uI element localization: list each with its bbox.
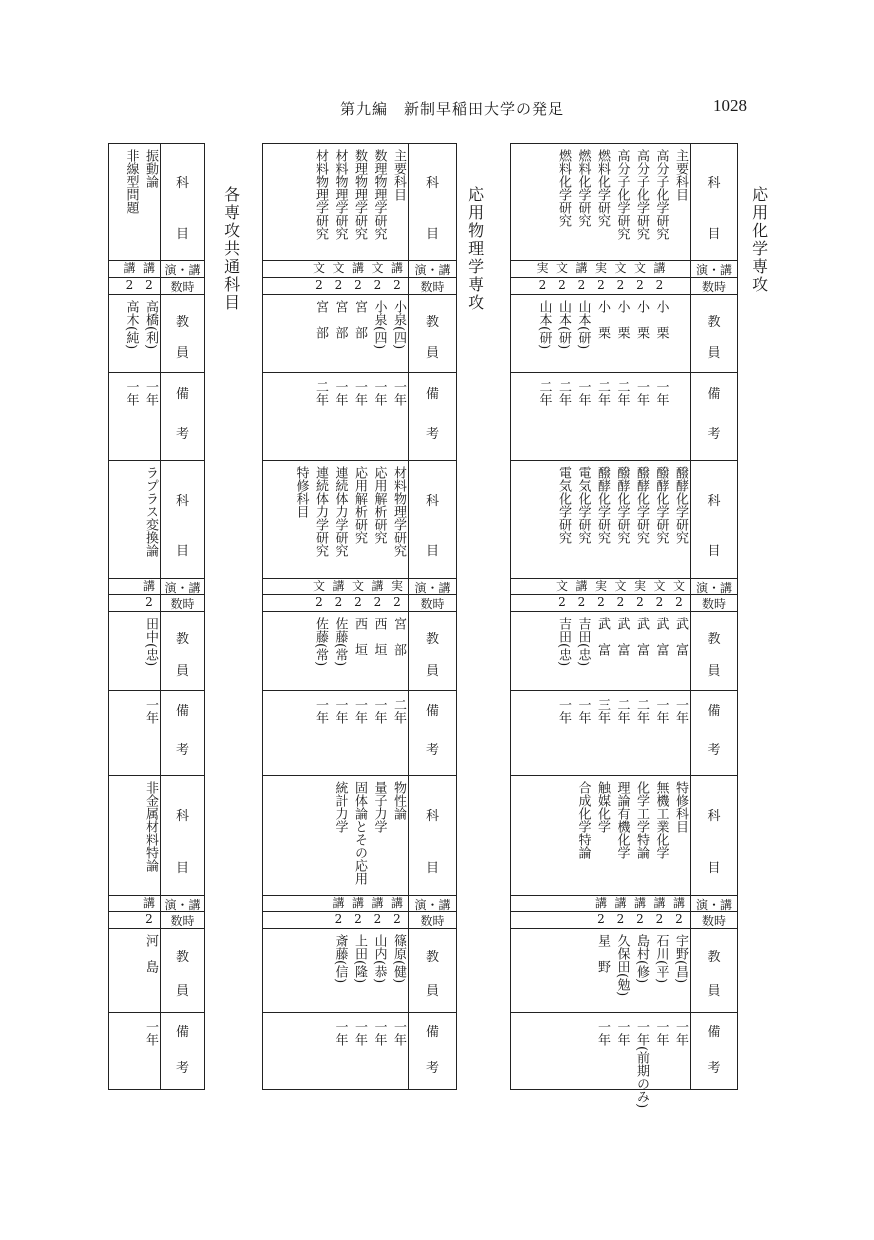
subject-cell: 無機工業化学 xyxy=(653,781,669,859)
note-cell: 二年 xyxy=(634,698,649,724)
section-title-applied-chemistry: 応用化学専攻 xyxy=(749,186,769,294)
subject-cell: 材料物理学研究 xyxy=(332,149,348,240)
subject-cell: 電気化学研究 xyxy=(556,466,571,544)
type-cell: 講 xyxy=(332,896,345,910)
row-divider xyxy=(262,1012,457,1013)
row-divider xyxy=(262,372,457,373)
teacher-cell: 宮 部 xyxy=(391,617,406,656)
hours-cell: 2 xyxy=(315,595,323,609)
hours-cell: 2 xyxy=(145,912,153,926)
header-label-type: 演・講 xyxy=(414,263,451,277)
note-cell: 一年 xyxy=(391,1020,406,1046)
header-label-teacher2: 員 xyxy=(707,984,721,1000)
subject-cell: 燃料化学研究 xyxy=(556,149,571,227)
teacher-cell: 宮 部 xyxy=(332,300,348,339)
teacher-cell: 田中(忠) xyxy=(143,617,158,667)
header-label-note: 備 xyxy=(707,386,721,402)
type-cell: 講 xyxy=(142,896,155,910)
header-label-note2: 考 xyxy=(425,427,439,443)
header-label-note: 備 xyxy=(175,1025,189,1041)
header-label-subject: 科 xyxy=(425,176,439,192)
teacher-cell: 山本(研) xyxy=(556,300,571,350)
header-label-type: 演・講 xyxy=(164,581,201,595)
header-label-subject: 科 xyxy=(707,809,721,824)
hours-cell: 2 xyxy=(354,278,362,292)
teacher-cell: 西 垣 xyxy=(371,617,387,656)
note-cell: 一年 xyxy=(352,1020,367,1046)
teacher-cell: 小泉(四) xyxy=(371,300,387,350)
type-cell: 文 xyxy=(332,261,345,275)
section-title-applied-physics: 応用物理学専攻 xyxy=(465,186,485,312)
teacher-cell: 宮 部 xyxy=(313,300,328,339)
note-cell: 一年 xyxy=(332,380,348,406)
subject-cell: 醱酵化学研究 xyxy=(614,466,630,544)
header-label-note: 備 xyxy=(175,386,189,402)
hours-cell: 2 xyxy=(636,595,644,609)
note-cell: 一年 xyxy=(673,698,688,724)
hours-cell: 2 xyxy=(373,278,382,292)
type-cell: 文 xyxy=(351,579,364,593)
header-label-hours: 数時 xyxy=(701,597,726,611)
header-label-note: 備 xyxy=(175,704,189,720)
header-label-note2: 考 xyxy=(425,1061,439,1077)
header-label-type: 演・講 xyxy=(164,898,201,912)
note-cell: 一年 xyxy=(575,698,591,724)
hours-cell: 2 xyxy=(125,278,134,292)
header-label-teacher2: 員 xyxy=(175,346,189,362)
row-divider xyxy=(510,690,738,691)
teacher-cell: 高木(純) xyxy=(123,300,139,350)
header-label-note: 備 xyxy=(425,1025,439,1041)
teacher-cell: 星 野 xyxy=(595,934,610,973)
band-divider xyxy=(262,775,457,776)
hours-cell: 2 xyxy=(616,278,625,292)
type-cell: 講 xyxy=(371,896,384,910)
note-cell: 一年 xyxy=(143,698,158,724)
note-cell: 一年 xyxy=(313,698,328,724)
teacher-cell: 武 富 xyxy=(595,617,610,656)
hours-cell: 2 xyxy=(655,912,664,926)
note-cell: 一年 xyxy=(371,1020,387,1046)
header-label-subject2: 目 xyxy=(175,226,189,242)
subject-cell: 量子力学 xyxy=(371,781,387,833)
teacher-cell: 山本(研) xyxy=(536,300,552,350)
page-number: 1028 xyxy=(713,96,747,115)
type-cell: 講 xyxy=(142,261,155,275)
row-divider xyxy=(262,690,457,691)
hours-cell: 2 xyxy=(315,278,323,292)
hours-cell: 2 xyxy=(558,595,566,609)
hours-cell: 2 xyxy=(597,595,605,609)
header-label-note: 備 xyxy=(425,386,439,402)
header-label-teacher2: 員 xyxy=(175,984,189,1000)
teacher-cell: 佐藤(常) xyxy=(313,617,328,667)
header-label-type: 演・講 xyxy=(695,898,732,912)
teacher-cell: 山内(恭) xyxy=(371,934,387,984)
subject-cell: 主要科目 xyxy=(673,149,688,214)
note-cell: 一年 xyxy=(123,380,139,406)
note-cell: 二年 xyxy=(614,698,630,724)
type-cell: 講 xyxy=(351,261,364,275)
type-cell: 講 xyxy=(371,579,384,593)
teacher-cell: 武 富 xyxy=(634,617,649,656)
header-label-hours: 数時 xyxy=(420,280,445,294)
subject-cell: 醱酵化学研究 xyxy=(653,466,669,544)
note-cell: 一年 xyxy=(595,1020,610,1046)
subject-cell: 物性論 xyxy=(391,781,406,820)
header-label-subject2: 目 xyxy=(175,544,189,560)
band-divider xyxy=(108,775,205,776)
teacher-cell: 高橋(利) xyxy=(143,300,158,350)
header-label-teacher: 教 xyxy=(175,632,189,648)
subject-cell: 主要科目 xyxy=(391,149,406,201)
type-cell: 講 xyxy=(332,579,345,593)
note-cell: 二年 xyxy=(313,380,328,406)
hours-cell: 2 xyxy=(393,912,401,926)
subject-cell: 電気化学研究 xyxy=(575,466,591,544)
header-label-teacher: 教 xyxy=(425,632,439,648)
header-label-subject: 科 xyxy=(175,176,189,192)
note-cell: 一年 xyxy=(352,380,367,406)
header-label-note2: 考 xyxy=(707,427,721,443)
teacher-cell: 小泉(四) xyxy=(391,300,406,350)
row-divider xyxy=(108,1012,205,1013)
type-cell: 講 xyxy=(142,579,155,593)
subject-cell: 特修科目 xyxy=(673,781,688,833)
type-cell: 実 xyxy=(594,579,607,593)
hours-cell: 2 xyxy=(334,595,343,609)
hours-cell: 2 xyxy=(393,278,401,292)
type-cell: 講 xyxy=(653,261,666,275)
teacher-cell: 吉田(忠) xyxy=(556,617,571,667)
note-cell: 一年 xyxy=(634,380,649,406)
row-divider xyxy=(108,372,205,373)
header-label-hours: 数時 xyxy=(420,597,445,611)
type-cell: 講 xyxy=(653,896,666,910)
row-divider xyxy=(510,1012,738,1013)
band-divider xyxy=(510,775,738,776)
hours-cell: 2 xyxy=(616,595,625,609)
hours-cell: 2 xyxy=(354,595,362,609)
subject-cell: 非金属材料特論 xyxy=(143,781,158,872)
note-cell: 一年 xyxy=(352,698,367,724)
subject-cell: 統計力学 xyxy=(332,781,348,833)
header-label-hours: 数時 xyxy=(701,280,726,294)
header-label-hours: 数時 xyxy=(420,914,445,928)
subject-cell: 数理物理学研究 xyxy=(371,149,387,240)
header-label-hours: 数時 xyxy=(170,914,195,928)
hours-cell: 2 xyxy=(616,912,625,926)
header-label-type: 演・講 xyxy=(414,898,451,912)
hours-cell: 2 xyxy=(558,278,566,292)
header-label-teacher2: 員 xyxy=(425,984,439,1000)
header-label-subject: 科 xyxy=(175,809,189,824)
note-cell: 一年 xyxy=(371,380,387,406)
note-cell: 一年 xyxy=(143,1020,158,1046)
hours-cell: 2 xyxy=(354,912,362,926)
hours-cell: 2 xyxy=(145,595,153,609)
teacher-cell: 島村(修) xyxy=(634,934,649,984)
header-label-note: 備 xyxy=(707,704,721,720)
type-cell: 講 xyxy=(351,896,364,910)
teacher-cell: 久保田(勉) xyxy=(614,934,630,997)
subject-cell: 高分子化学研究 xyxy=(653,149,669,240)
type-cell: 講 xyxy=(594,896,607,910)
header-label-note2: 考 xyxy=(707,743,721,759)
teacher-cell: 宇野(昌) xyxy=(673,934,688,984)
note-cell: 一年 xyxy=(556,698,571,724)
band-divider xyxy=(262,460,457,461)
header-label-subject2: 目 xyxy=(425,226,439,242)
type-cell: 実 xyxy=(390,579,403,593)
type-cell: 文 xyxy=(555,261,568,275)
hours-cell: 2 xyxy=(373,595,382,609)
band-divider xyxy=(510,460,738,461)
header-label-subject: 科 xyxy=(425,809,439,824)
section-title-common-subjects: 各専攻共通科目 xyxy=(221,186,241,312)
note-cell: 二年 xyxy=(536,380,552,406)
subject-cell: 高分子化学研究 xyxy=(614,149,630,240)
type-cell: 文 xyxy=(371,261,384,275)
hours-cell: 2 xyxy=(373,912,382,926)
header-label-note2: 考 xyxy=(175,1061,189,1077)
header-label-subject2: 目 xyxy=(707,544,721,560)
header-label-teacher2: 員 xyxy=(425,663,439,679)
band-divider xyxy=(108,460,205,461)
subject-cell: 醱酵化学研究 xyxy=(673,466,688,544)
type-cell: 講 xyxy=(575,579,588,593)
header-label-subject2: 目 xyxy=(707,860,721,876)
header-label-hours: 数時 xyxy=(701,914,726,928)
hours-cell: 2 xyxy=(675,912,683,926)
subject-cell: 非線型問題 xyxy=(123,149,139,214)
type-cell: 講 xyxy=(633,896,646,910)
note-cell: 一年 xyxy=(653,698,669,724)
header-label-teacher: 教 xyxy=(707,632,721,648)
type-cell: 文 xyxy=(653,579,666,593)
note-cell: 一年 xyxy=(653,380,669,406)
header-label-teacher: 教 xyxy=(175,950,189,966)
note-cell: 一年 xyxy=(653,1020,669,1046)
header-label-subject: 科 xyxy=(175,493,189,509)
note-cell: 一年 xyxy=(673,1020,688,1046)
hours-cell: 2 xyxy=(675,595,683,609)
header-label-type: 演・講 xyxy=(695,581,732,595)
teacher-cell: 斎藤(信) xyxy=(332,934,348,984)
teacher-cell: 吉田(忠) xyxy=(575,617,591,667)
teacher-cell: 小 栗 xyxy=(653,300,669,339)
hours-cell: 2 xyxy=(597,278,605,292)
subject-cell: 燃料化学研究 xyxy=(595,149,610,227)
subject-cell: 連続体力学研究 xyxy=(313,466,328,557)
header-label-subject: 科 xyxy=(707,493,721,509)
note-cell: 一年 xyxy=(143,380,158,406)
header-label-subject2: 目 xyxy=(707,226,721,242)
note-cell: 一年 xyxy=(614,1020,630,1046)
header-label-teacher: 教 xyxy=(707,315,721,331)
teacher-cell: 小 栗 xyxy=(595,300,610,339)
subject-cell: 連続体力学研究 xyxy=(332,466,348,557)
teacher-cell: 上田(隆) xyxy=(352,934,367,984)
hours-cell: 2 xyxy=(577,595,586,609)
subject-cell: 固体論とその応用 xyxy=(352,781,367,885)
note-cell: 一年 xyxy=(371,698,387,724)
header-label-subject2: 目 xyxy=(425,544,439,560)
page-header: 第九編 新制早稲田大学の発足 xyxy=(340,100,565,118)
subject-cell: 応用解析研究 xyxy=(371,466,387,544)
teacher-cell: 武 富 xyxy=(653,617,669,656)
note-cell: 一年 xyxy=(332,1020,348,1046)
type-cell: 文 xyxy=(633,261,646,275)
type-cell: 実 xyxy=(536,261,549,275)
header-label-teacher: 教 xyxy=(175,315,189,331)
teacher-cell: 小 栗 xyxy=(614,300,630,339)
teacher-cell: 河 島 xyxy=(143,934,158,973)
header-label-note2: 考 xyxy=(707,1061,721,1077)
subject-cell: 数理物理学研究 xyxy=(352,149,367,240)
subject-cell: 触媒化学 xyxy=(595,781,610,833)
hours-cell: 2 xyxy=(577,278,586,292)
hours-cell: 2 xyxy=(636,912,644,926)
subject-cell: 理論有機化学 xyxy=(614,781,630,859)
type-cell: 文 xyxy=(614,579,627,593)
hours-cell: 2 xyxy=(334,278,343,292)
header-label-teacher: 教 xyxy=(707,950,721,966)
hours-cell: 2 xyxy=(655,278,664,292)
subject-cell: 材料物理学研究 xyxy=(313,149,328,240)
type-cell: 講 xyxy=(123,261,136,275)
hours-cell: 2 xyxy=(145,278,153,292)
teacher-cell: 西 垣 xyxy=(352,617,367,656)
note-cell: 一年 xyxy=(332,698,348,724)
hours-cell: 2 xyxy=(597,912,605,926)
hours-cell: 2 xyxy=(636,278,644,292)
header-label-teacher2: 員 xyxy=(425,346,439,362)
note-cell: 二年 xyxy=(556,380,571,406)
header-label-type: 演・講 xyxy=(164,263,201,277)
teacher-cell: 佐藤(常) xyxy=(332,617,348,667)
subject-cell: 醱酵化学研究 xyxy=(634,466,649,544)
header-label-teacher: 教 xyxy=(425,950,439,966)
subject-cell: 振動論 xyxy=(143,149,158,188)
subject-cell: 応用解析研究 xyxy=(352,466,367,544)
teacher-cell: 山本(研) xyxy=(575,300,591,350)
note-cell: 三年 xyxy=(595,698,610,724)
header-label-note: 備 xyxy=(707,1025,721,1041)
type-cell: 講 xyxy=(672,896,685,910)
teacher-cell: 篠原(健) xyxy=(391,934,406,984)
hours-cell: 2 xyxy=(538,278,547,292)
teacher-cell: 武 富 xyxy=(614,617,630,656)
note-cell: 一年(前期のみ) xyxy=(634,1020,649,1109)
subject-cell: 合成化学特論 xyxy=(575,781,591,859)
type-cell: 実 xyxy=(594,261,607,275)
subject-cell: 高分子化学研究 xyxy=(634,149,649,240)
type-cell: 講 xyxy=(390,261,403,275)
type-cell: 講 xyxy=(575,261,588,275)
subject-cell: 化学工学特論 xyxy=(634,781,649,859)
header-label-note2: 考 xyxy=(175,427,189,443)
note-cell: 二年 xyxy=(391,698,406,724)
type-cell: 文 xyxy=(555,579,568,593)
header-label-teacher: 教 xyxy=(425,315,439,331)
type-cell: 文 xyxy=(672,579,685,593)
hours-cell: 2 xyxy=(393,595,401,609)
note-cell: 二年 xyxy=(614,380,630,406)
note-cell: 二年 xyxy=(595,380,610,406)
type-cell: 文 xyxy=(614,261,627,275)
header-label-subject: 科 xyxy=(425,493,439,509)
hours-cell: 2 xyxy=(334,912,343,926)
row-divider xyxy=(510,372,738,373)
header-label-note2: 考 xyxy=(175,743,189,759)
row-divider xyxy=(108,690,205,691)
header-label-teacher2: 員 xyxy=(707,346,721,362)
header-label-note2: 考 xyxy=(425,743,439,759)
type-cell: 講 xyxy=(390,896,403,910)
subject-cell: 醱酵化学研究 xyxy=(595,466,610,544)
note-cell: 一年 xyxy=(575,380,591,406)
teacher-cell: 武 富 xyxy=(673,617,688,656)
hours-cell: 2 xyxy=(655,595,664,609)
type-cell: 文 xyxy=(312,579,325,593)
subject-cell: ラプラス変換論 xyxy=(143,466,158,557)
type-cell: 文 xyxy=(312,261,325,275)
header-label-teacher2: 員 xyxy=(175,663,189,679)
header-label-hours: 数時 xyxy=(170,280,195,294)
teacher-cell: 宮 部 xyxy=(352,300,367,339)
note-cell: 一年 xyxy=(391,380,406,406)
header-label-subject2: 目 xyxy=(175,860,189,876)
header-label-teacher2: 員 xyxy=(707,663,721,679)
subject-cell: 材料物理学研究 xyxy=(391,466,406,557)
teacher-cell: 石川(平) xyxy=(653,934,669,984)
header-label-type: 演・講 xyxy=(695,263,732,277)
subject-cell: 特修科目 xyxy=(293,466,309,518)
header-label-hours: 数時 xyxy=(170,597,195,611)
type-cell: 講 xyxy=(614,896,627,910)
type-cell: 実 xyxy=(633,579,646,593)
header-label-subject2: 目 xyxy=(425,860,439,876)
teacher-cell: 小 栗 xyxy=(634,300,649,339)
header-label-note: 備 xyxy=(425,704,439,720)
subject-cell: 燃料化学研究 xyxy=(575,149,591,227)
header-label-type: 演・講 xyxy=(414,581,451,595)
header-label-subject: 科 xyxy=(707,176,721,192)
